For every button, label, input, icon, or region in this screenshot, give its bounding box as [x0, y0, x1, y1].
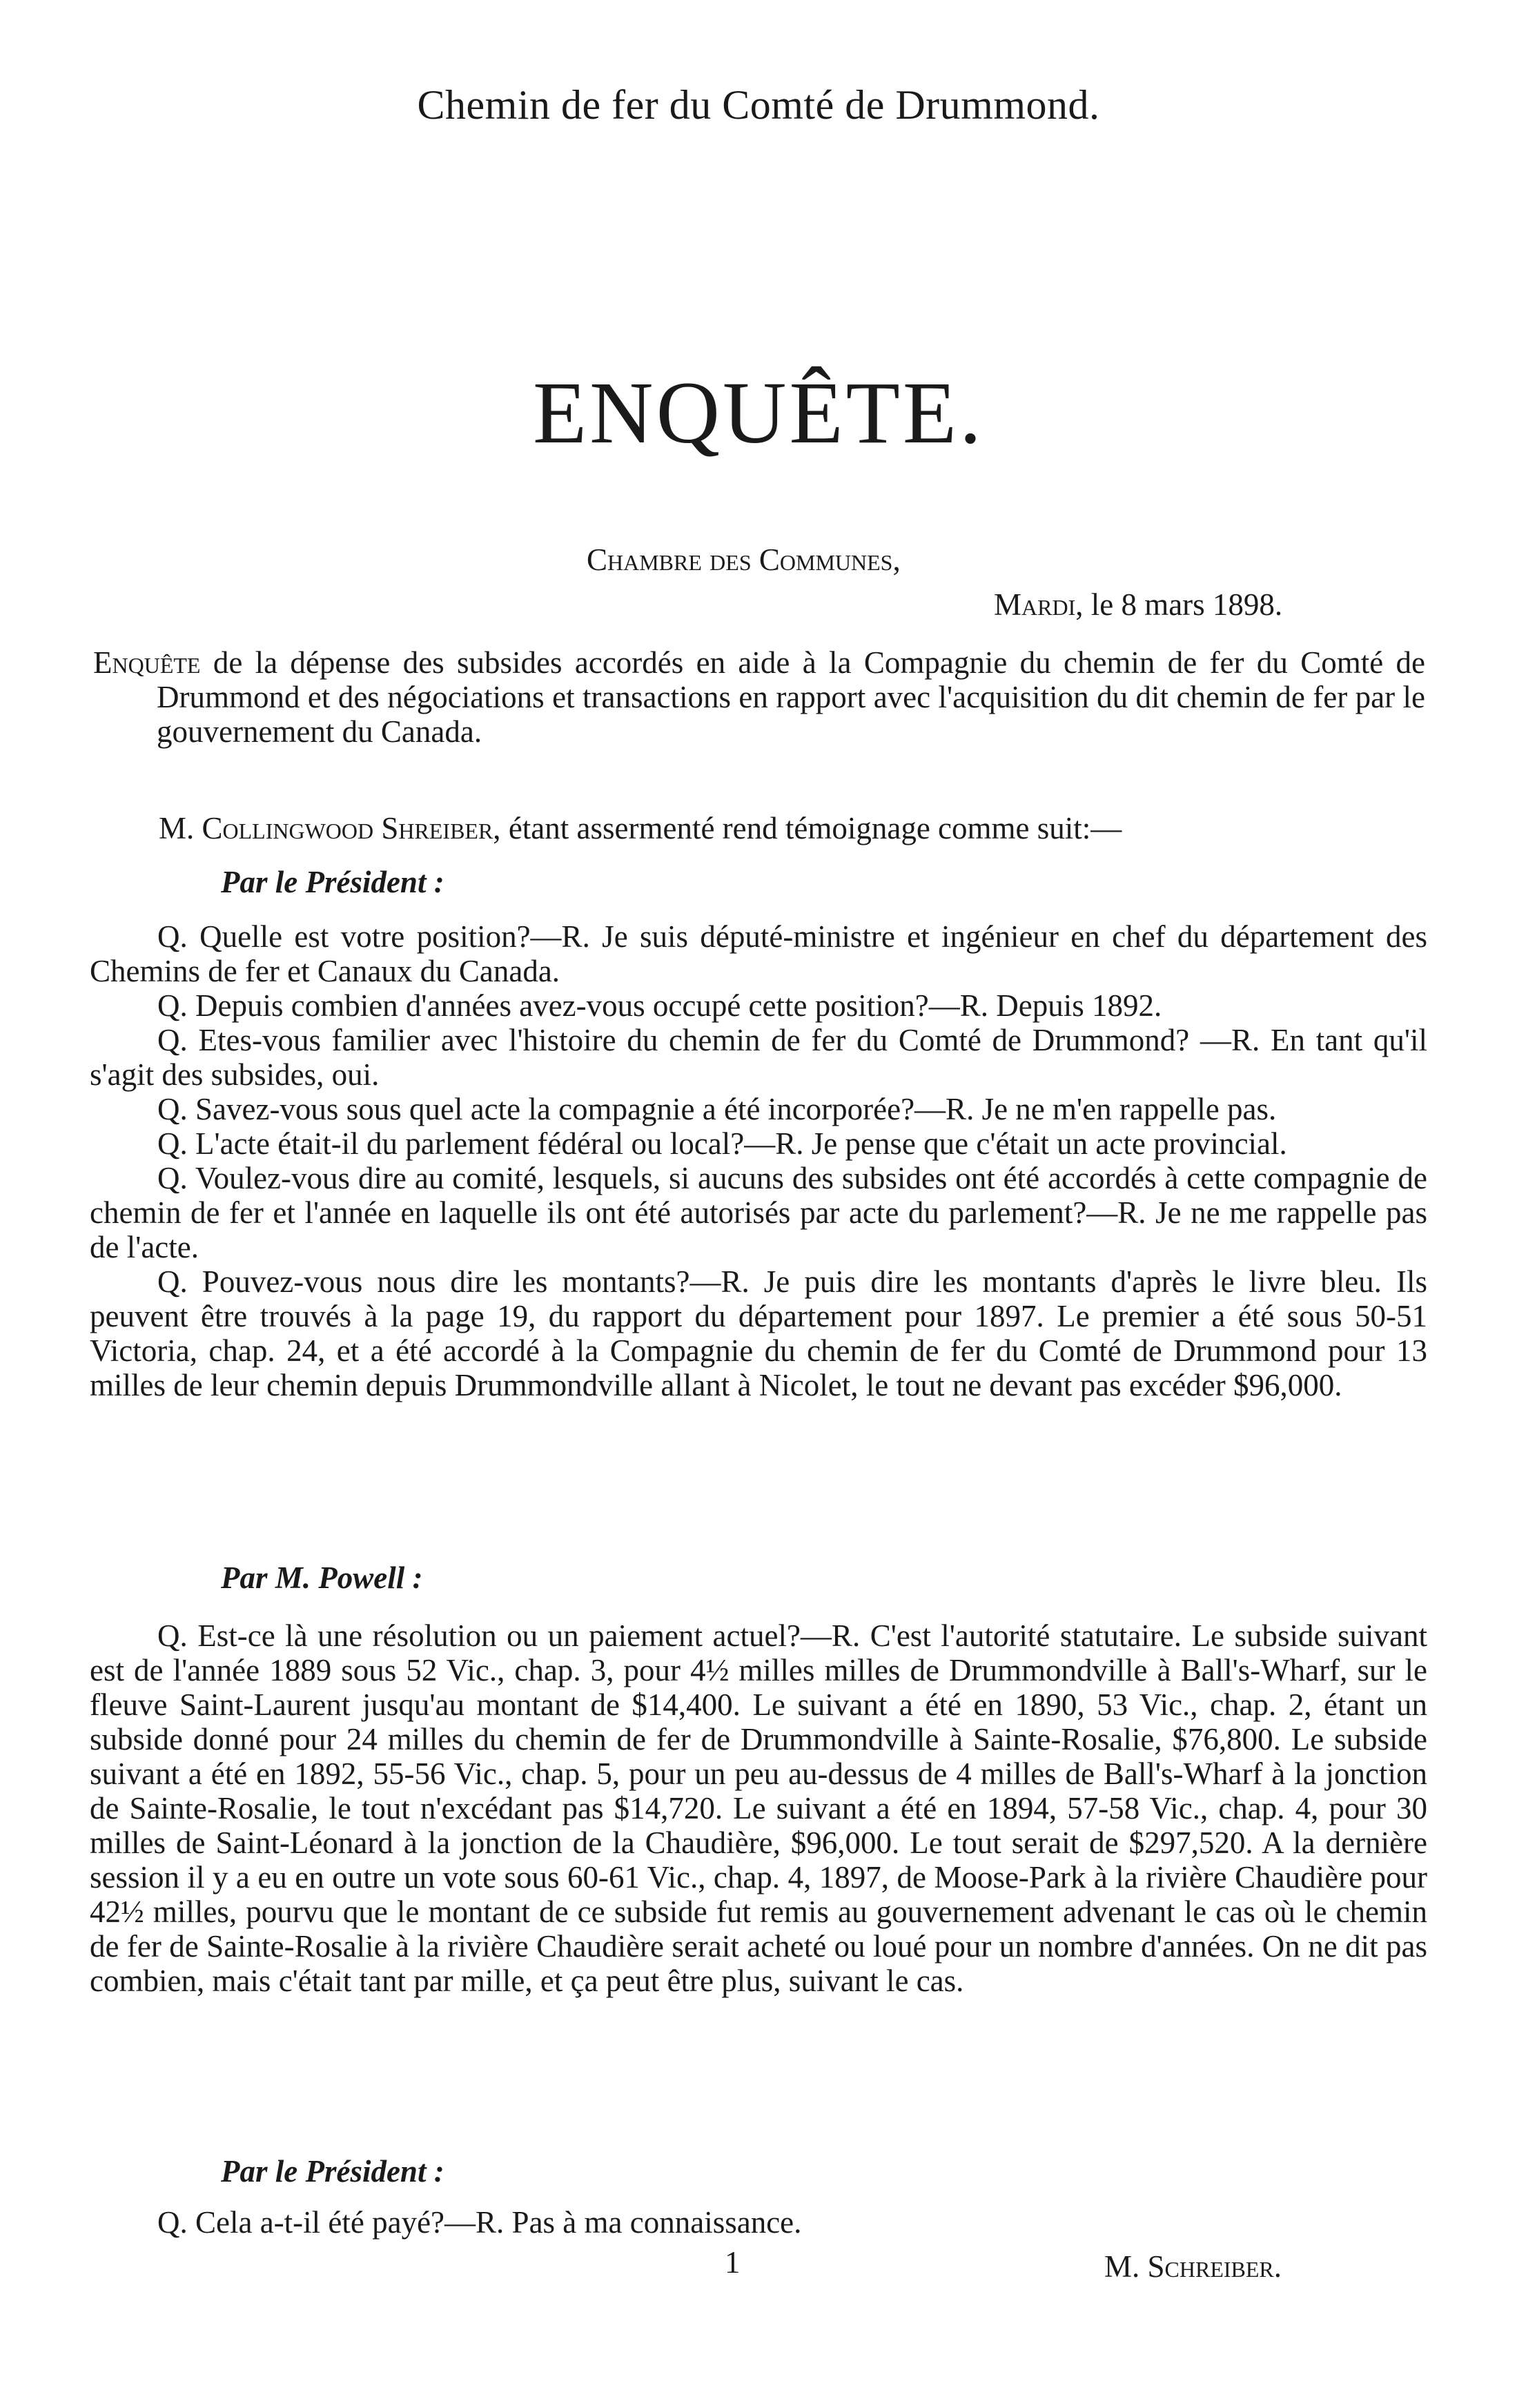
qa-paragraph: Q. Voulez-vous dire au comité, lesquels, si aucuns des subsides ont été accordés à cette compagnie de chemin de fer et l'année en laquelle ils ont été autorisés par acte du parlement?—R. Je ne me rappelle pas de l'acte.	[90, 1161, 1427, 1264]
qa-paragraph: Q. L'acte était-il du parlement fédéral ou local?—R. Je pense que c'était un acte provincial.	[157, 1126, 1287, 1161]
qa-paragraph: Q. Pouvez-vous nous dire les montants?—R. Je puis dire les montants d'après le livre bleu. Ils peuvent être trouvés à la page 19, du rapport du département pour 1897. Le premier a été sous 50-51 Victoria, chap. 24, et a été accordé à la Compagnie du chemin de fer du Comté de Drummond pour 13 milles de leur chemin depuis Drummondville allant à Nicolet, le tout ne devant pas excéder $96,000.	[90, 1264, 1427, 1402]
qa-paragraph: Q. Etes-vous familier avec l'histoire du chemin de fer du Comté de Drummond? —R. En tant qu'il s'agit des subsides, oui.	[90, 1023, 1427, 1092]
witness-statement	[93, 811, 1425, 845]
date-day: Mardi,	[994, 587, 1084, 622]
page-number: 1	[725, 2245, 741, 2280]
inquiry-lead: Enquête	[93, 645, 201, 680]
examiner-heading: Par le Président :	[221, 865, 444, 899]
inquiry-text: de la dépense des subsides accordés en aide à la Compagnie du chemin de fer du Comté de Drummond et des négociations et transactions en rapport avec l'acquisition du dit chemin de fer par le gouvernement du Canada.	[157, 645, 1425, 749]
examiner-heading: Par M. Powell :	[221, 1560, 423, 1595]
witness-name: M. Collingwood Shreiber,	[159, 811, 501, 845]
testimony-section-2	[90, 1618, 1427, 1998]
testimony-section-1	[90, 919, 1427, 1402]
running-title: Chemin de fer du Comté de Drummond.	[417, 82, 1100, 128]
signature: M. Schreiber.	[1104, 2249, 1282, 2284]
qa-paragraph: Q. Cela a-t-il été payé?—R. Pas à ma connaissance.	[157, 2205, 802, 2240]
page-title: ENQUÊTE.	[532, 364, 985, 462]
session-date	[994, 587, 1282, 623]
qa-paragraph: Q. Depuis combien d'années avez-vous occupé cette position?—R. Depuis 1892.	[157, 988, 1162, 1023]
witness-text: étant assermenté rend témoignage comme suit:—	[508, 811, 1122, 845]
inquiry-paragraph	[93, 645, 1425, 749]
testimony-section-3	[90, 2205, 1427, 2240]
examiner-heading: Par le Président :	[221, 2154, 444, 2189]
qa-paragraph: Q. Quelle est votre position?—R. Je suis député-ministre et ingénieur en chef du département des Chemins de fer et Canaux du Canada.	[90, 919, 1427, 988]
chamber-heading: Chambre des Communes,	[587, 542, 901, 577]
inquiry-statement	[93, 645, 1425, 749]
qa-paragraph: Q. Savez-vous sous quel acte la compagnie a été incorporée?—R. Je ne m'en rappelle pas.	[157, 1092, 1277, 1126]
qa-paragraph: Q. Est-ce là une résolution ou un paiement actuel?—R. C'est l'autorité statutaire. Le subside suivant est de l'année 1889 sous 52 Vic., chap. 3, pour 4½ milles milles de Drummondville à Ball's-Wharf, sur le fleuve Saint-Laurent jusqu'au montant de $14,400. Le suivant a été en 1890, 53 Vic., chap. 2, étant un subside donné pour 24 milles du chemin de fer de Drummondville à Sainte-Rosalie, $76,800. Le subside suivant a été en 1892, 55-56 Vic., chap. 5, pour un peu au-dessus de 4 milles de Ball's-Wharf à la jonction de Sainte-Rosalie, le tout n'excédant pas $14,720. Le suivant a été en 1894, 57-58 Vic., chap. 4, pour 30 milles de Saint-Léonard à la jonction de la Chaudière, $96,000. Le tout serait de $297,520. A la dernière session il y a eu en outre un vote sous 60-61 Vic., chap. 4, 1897, de Moose-Park à la rivière Chaudière pour 42½ milles, pourvu que le montant de ce subside fut remis au gouvernement advenant le cas où le chemin de fer de Sainte-Rosalie à la rivière Chaudière serait acheté ou loué pour un nombre d'années. On ne dit pas combien, mais c'était tant par mille, et ça peut être plus, suivant le cas.	[90, 1618, 1427, 1998]
date-rest: le 8 mars 1898.	[1090, 587, 1283, 622]
